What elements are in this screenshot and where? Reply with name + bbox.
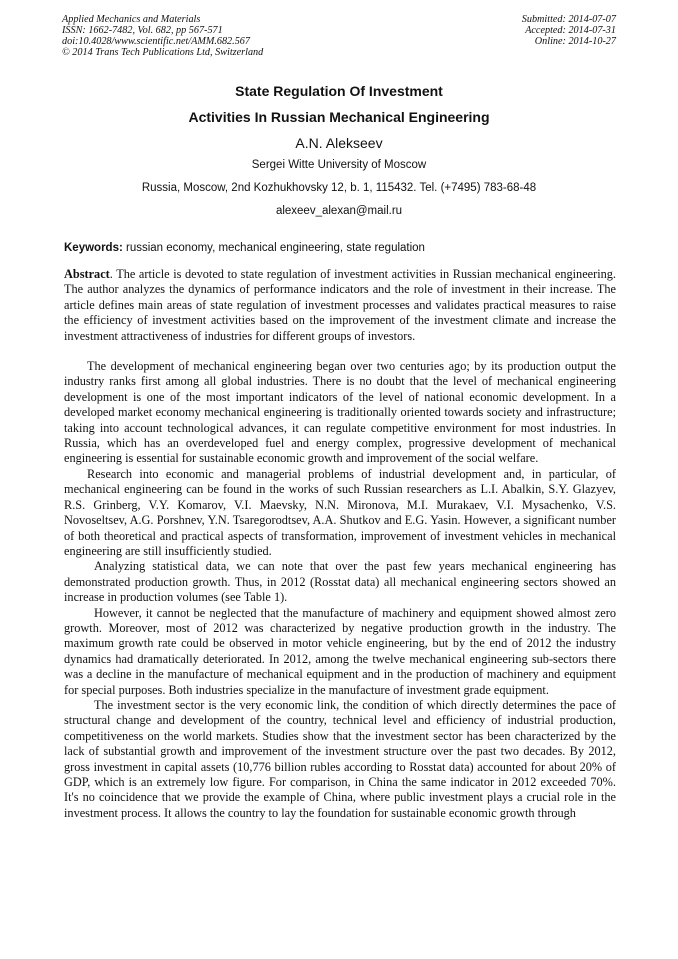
publication-dates — [522, 14, 616, 47]
journal-name: Applied Mechanics and Materials — [62, 14, 201, 25]
online-date: Online: 2014-10-27 — [534, 36, 616, 47]
author-address: Russia, Moscow, 2nd Kozhukhovsky 12, b. 1, 115432. Tel. (+7495) 783-68-48 — [141, 182, 537, 194]
paper-title-line-2: Activities In Russian Mechanical Engineering — [188, 109, 490, 125]
paragraph: The development of mechanical engineering began over two centuries ago; by its production output the industry ranks first among all global industries. There is no doubt that the level of mechanical engineering development is one of the most important indicators of the level of national economic development. In a developed market economy mechanical engineering is traditionally oriented towards society and infrastructure; taking into account technological advances, it can regulate competitive environment for most industries. In Russia, which has an overdeveloped fuel and energy complex, progressive development of mechanical engineering is essential for sustainable economic growth and improvement of the social welfare. — [64, 359, 616, 466]
keywords-text: russian economy, mechanical engineering, state regulation — [122, 242, 425, 254]
abstract-text: . The article is devoted to state regulation of investment activities in Russian mechanical engineering. The author analyzes the dynamics of performance indicators and the role of investment in their increase. The article defines main areas of state regulation of investment processes and validates practical measures to raise the efficiency of investment activities based on the improvement of the investment climate and increase the investment attractiveness of industries for different groups of investors. — [64, 267, 616, 343]
paper-title-line-1: State Regulation Of Investment — [235, 83, 443, 99]
submitted-date: Submitted: 2014-07-07 — [521, 14, 616, 25]
paragraph: Analyzing statistical data, we can note that over the past few years mechanical engineering has demonstrated production growth. Thus, in 2012 (Rosstat data) all mechanical engineering sectors showed an increase in production volumes (see Table 1). — [64, 559, 616, 605]
author-institution: Sergei Witte University of Moscow — [251, 159, 427, 171]
author-email: alexeev_alexan@mail.ru — [275, 205, 403, 217]
paragraph: Research into economic and managerial problems of industrial development and, in particular, of mechanical engineering can be found in the works of such Russian researchers as L.I. Abalkin, S.Y. Glazyev, R.S. Grinberg, V.Y. Komarov, V.I. Maevsky, N.N. Mironova, M.I. Murakaev, V.I. Mysachenko, V.S. Novoseltsev, A.G. Porshnev, Y.N. Tsaregorodtsev, A.A. Shutkov and E.G. Yasin. However, a significant number of both theoretical and practical aspects of transformation, improvement of investment vehicles in mechanical engineering are still insufficiently studied. — [64, 466, 616, 558]
journal-doi: doi:10.4028/www.scientific.net/AMM.682.567 — [62, 36, 250, 47]
keywords — [64, 240, 616, 256]
abstract — [64, 267, 616, 344]
keywords-label: Keywords: — [64, 242, 123, 254]
journal-info — [62, 14, 263, 58]
paragraph: However, it cannot be neglected that the manufacture of machinery and equipment showed almost zero growth. Moreover, most of 2012 was characterized by negative production growth in the industry. The maximum growth rate could be observed in motor vehicle engineering, but by the end of 2012 the industry dynamics had dramatically deteriorated. In 2012, among the twelve mechanical engineering sub-sectors there was a decline in the manufacture of mechanical equipment and in the production of machinery and equipment for special purposes. Both industries specialize in the manufacture of investment grade equipment. — [64, 605, 616, 697]
accepted-date: Accepted: 2014-07-31 — [525, 25, 616, 36]
abstract-label: Abstract — [64, 267, 110, 281]
body-text — [64, 267, 616, 821]
journal-copyright: © 2014 Trans Tech Publications Ltd, Switzerland — [62, 47, 264, 58]
paragraph: The investment sector is the very economic link, the condition of which directly determines the pace of structural change and development of the country, technical level and efficiency of industrial production, competitiveness on the world markets. Studies show that the investment sector has been characterized by the lack of substantial growth and improvement of the investment structure over the past two decades. By 2012, gross investment in capital assets (10,776 billion rubles according to Rosstat data) accounted for about 20% of GDP, which is an extremely low figure. For comparison, in China the same indicator in 2012 exceeded 70%. It's no coincidence that we provide the example of China, where public investment plays a crucial role in the investment process. It allows the country to lay the foundation for sustainable economic growth through — [64, 697, 616, 820]
author-name: A.N. Alekseev — [295, 135, 383, 151]
journal-issn: ISSN: 1662-7482, Vol. 682, pp 567-571 — [62, 25, 223, 36]
title-block — [0, 78, 678, 223]
